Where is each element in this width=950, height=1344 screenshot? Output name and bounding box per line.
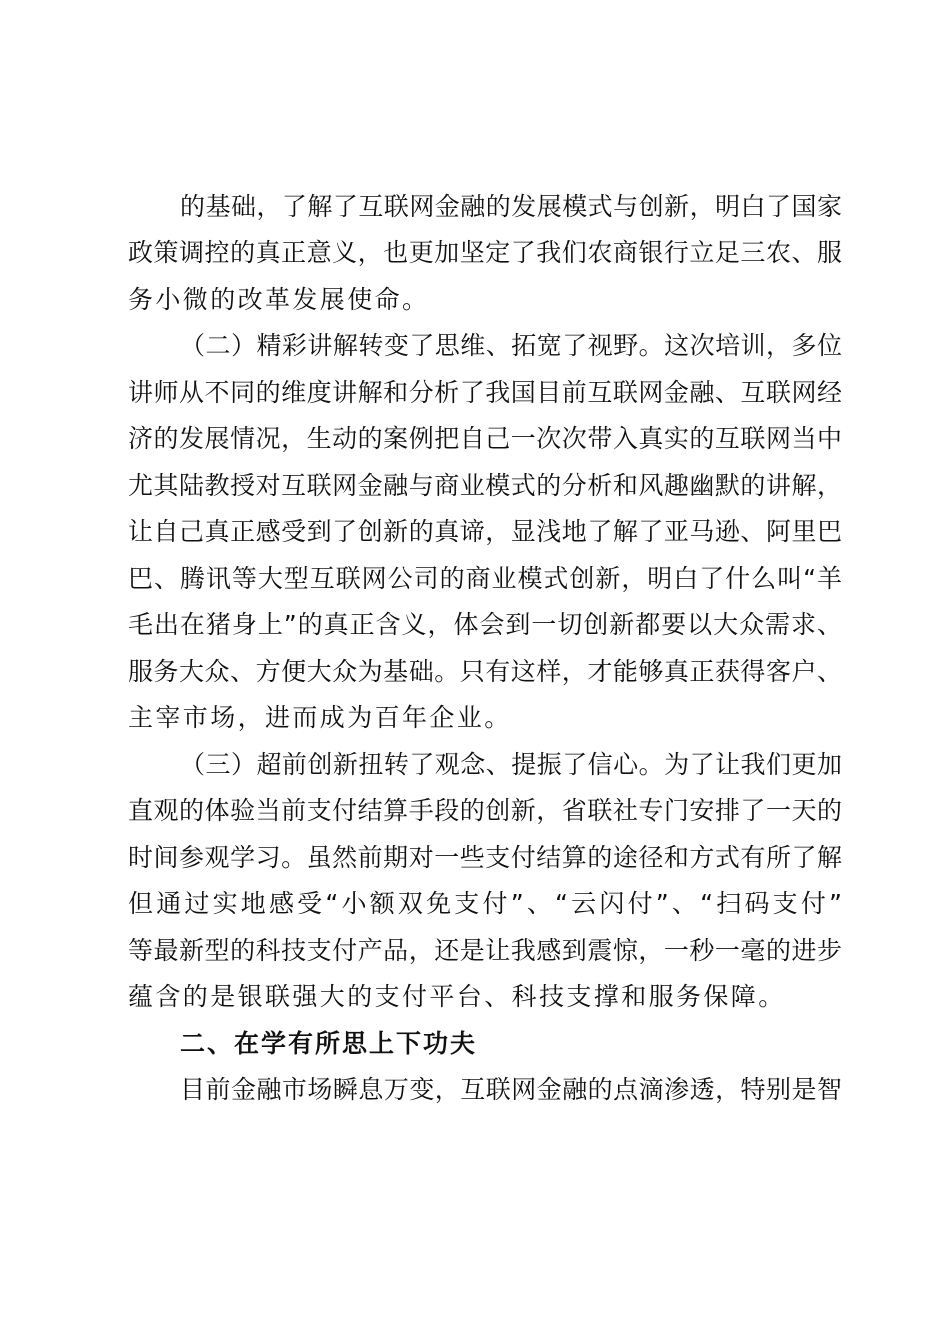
paragraph-line: 服务大众、方便大众为基础。只有这样，才能够真正获得客户、 [128,657,842,686]
paragraph-line: 但通过实地感受“小额双免支付”、“云闪付”、“扫码支付” [128,889,842,918]
paragraph-line: 毛出在猪身上”的真正含义，体会到一切创新都要以大众需求、 [128,610,842,639]
paragraph-line: 让自己真正感受到了创新的真谛，显浅地了解了亚马逊、阿里巴 [128,517,842,546]
paragraph-line: （三）超前创新扭转了观念、提振了信心。为了让我们更加 [180,750,842,779]
paragraph-line: 政策调控的真正意义，也更加坚定了我们农商银行立足三农、服 [128,238,842,267]
paragraph-line: 目前金融市场瞬息万变，互联网金融的点滴渗透，特别是智 [180,1075,842,1104]
paragraph-line: 蕴含的是银联强大的支付平台、科技支撑和服务保障。 [128,982,786,1011]
section-heading: 二、在学有所思上下功夫 [180,1029,478,1058]
paragraph-line: 巴、腾讯等大型互联网公司的商业模式创新，明白了什么叫“羊 [128,564,842,593]
paragraph-line: 直观的体验当前支付结算手段的创新，省联社专门安排了一天的 [128,796,842,825]
paragraph-line: 济的发展情况，生动的案例把自己一次次带入真实的互联网当中 [128,424,842,453]
paragraph-line: 的基础，了解了互联网金融的发展模式与创新，明白了国家 [180,192,842,221]
paragraph-line: （二）精彩讲解转变了思维、拓宽了视野。这次培训，多位 [180,331,842,360]
paragraph-line: 等最新型的科技支付产品，还是让我感到震惊，一秒一毫的进步 [128,936,842,965]
paragraph-line: 讲师从不同的维度讲解和分析了我国目前互联网金融、互联网经 [128,378,842,407]
paragraph-line: 尤其陆教授对互联网金融与商业模式的分析和风趣幽默的讲解， [128,471,842,500]
paragraph-line: 时间参观学习。虽然前期对一些支付结算的途径和方式有所了解 [128,843,842,872]
paragraph-line: 主宰市场，进而成为百年企业。 [128,703,512,732]
paragraph-line: 务小微的改革发展使命。 [128,285,430,314]
